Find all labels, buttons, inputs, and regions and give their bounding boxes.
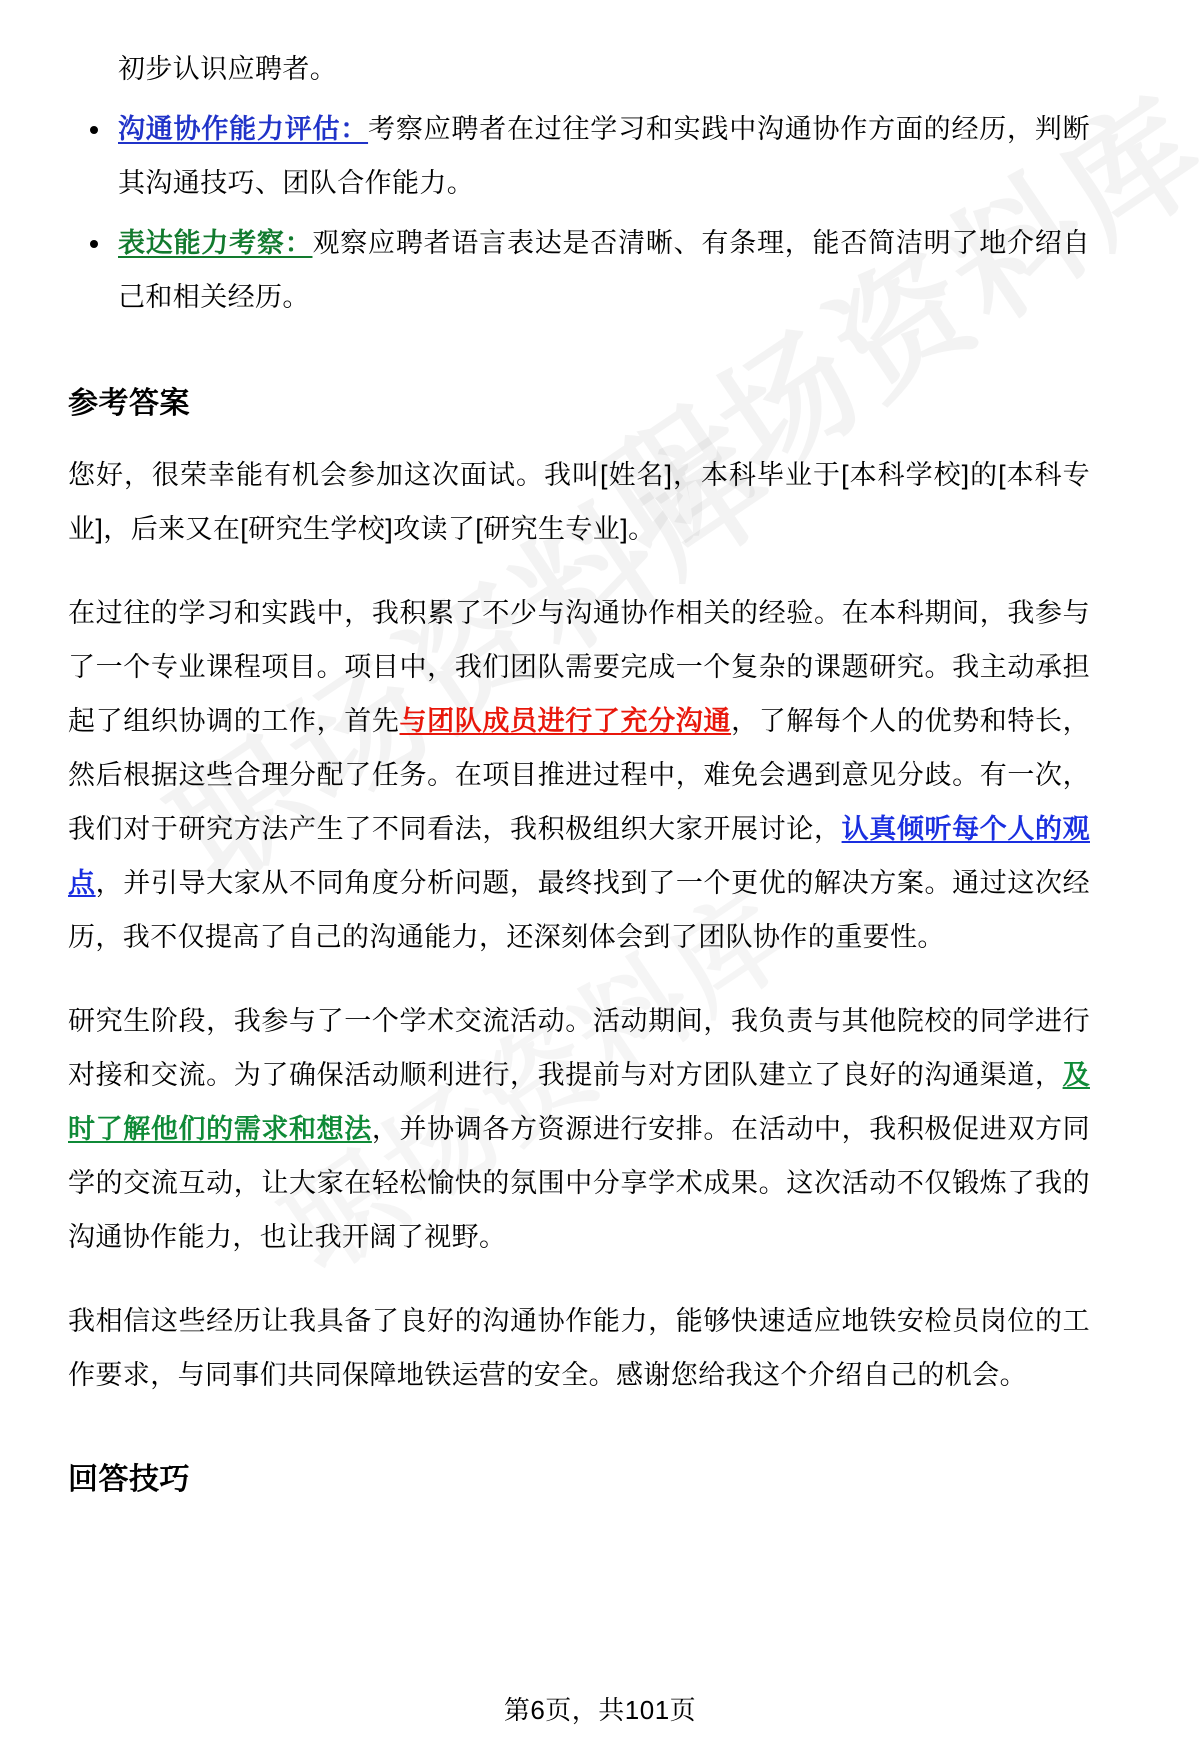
highlighted-phrase-blue: 认真倾听每个人的观点 bbox=[68, 814, 1090, 898]
paragraph-text: 研究生阶段，我参与了一个学术交流活动。活动期间，我负责与其他院校的同学进行对接和交流。为了确保活动顺利进行，我提前与对方团队建立了良好的沟通渠道， bbox=[68, 1006, 1090, 1090]
list-item bbox=[68, 216, 1090, 324]
paragraph-text: 在过往的学习和实践中，我积累了不少与沟通协作相关的经验。在本科期间，我参与了一个专业课程项目。项目中，我们团队需要完成一个复杂的课题研究。我主动承担起了组织协调的工作，首先 bbox=[68, 598, 1090, 736]
continued-paragraph: 初步认识应聘者。 bbox=[118, 54, 338, 84]
assessment-bullet-list bbox=[68, 102, 1090, 324]
bullet-label: 表达能力考察： bbox=[118, 228, 313, 258]
section-heading-reference-answer: 参考答案 bbox=[68, 387, 190, 420]
highlighted-phrase-red: 与团队成员进行了充分沟通 bbox=[399, 706, 732, 736]
bullet-text: 考察应聘者在过往学习和实践中沟通协作方面的经历，判断其沟通技巧、团队合作能力。 bbox=[118, 114, 1090, 198]
highlighted-phrase-green: 及时了解他们的需求和想法 bbox=[68, 1060, 1090, 1144]
answer-paragraph-3 bbox=[68, 994, 1090, 1264]
section-heading-answer-tips: 回答技巧 bbox=[68, 1463, 190, 1496]
paragraph-text: ，了解每个人的优势和特长，然后根据这些合理分配了任务。在项目推进过程中，难免会遇到意见分歧。有一次，我们对于研究方法产生了不同看法，我积极组织大家开展讨论， bbox=[68, 706, 1090, 844]
bullet-label: 沟通协作能力评估： bbox=[118, 114, 369, 144]
answer-paragraph-4 bbox=[68, 1294, 1090, 1402]
answer-paragraph-2 bbox=[68, 586, 1090, 964]
answer-paragraph-1 bbox=[68, 448, 1090, 556]
list-item bbox=[68, 102, 1090, 210]
bullet-text: 观察应聘者语言表达是否清晰、有条理，能否简洁明了地介绍自己和相关经历。 bbox=[118, 228, 1090, 312]
page-footer: 第6页，共101页 bbox=[503, 1695, 697, 1725]
paragraph-text: 我相信这些经历让我具备了良好的沟通协作能力，能够快速适应地铁安检员岗位的工作要求，与同事们共同保障地铁运营的安全。感谢您给我这个介绍自己的机会。 bbox=[68, 1306, 1090, 1390]
paragraph-text: ，并引导大家从不同角度分析问题，最终找到了一个更优的解决方案。通过这次经历，我不仅提高了自己的沟通能力，还深刻体会到了团队协作的重要性。 bbox=[68, 868, 1090, 952]
paragraph-text: ，并协调各方资源进行安排。在活动中，我积极促进双方同学的交流互动，让大家在轻松愉快的氛围中分享学术成果。这次活动不仅锻炼了我的沟通协作能力，也让我开阔了视野。 bbox=[68, 1114, 1090, 1252]
paragraph-text: 您好，很荣幸能有机会参加这次面试。我叫[姓名]，本科毕业于[本科学校]的[本科专业]，后来又在[研究生学校]攻读了[研究生专业]。 bbox=[68, 460, 1090, 544]
